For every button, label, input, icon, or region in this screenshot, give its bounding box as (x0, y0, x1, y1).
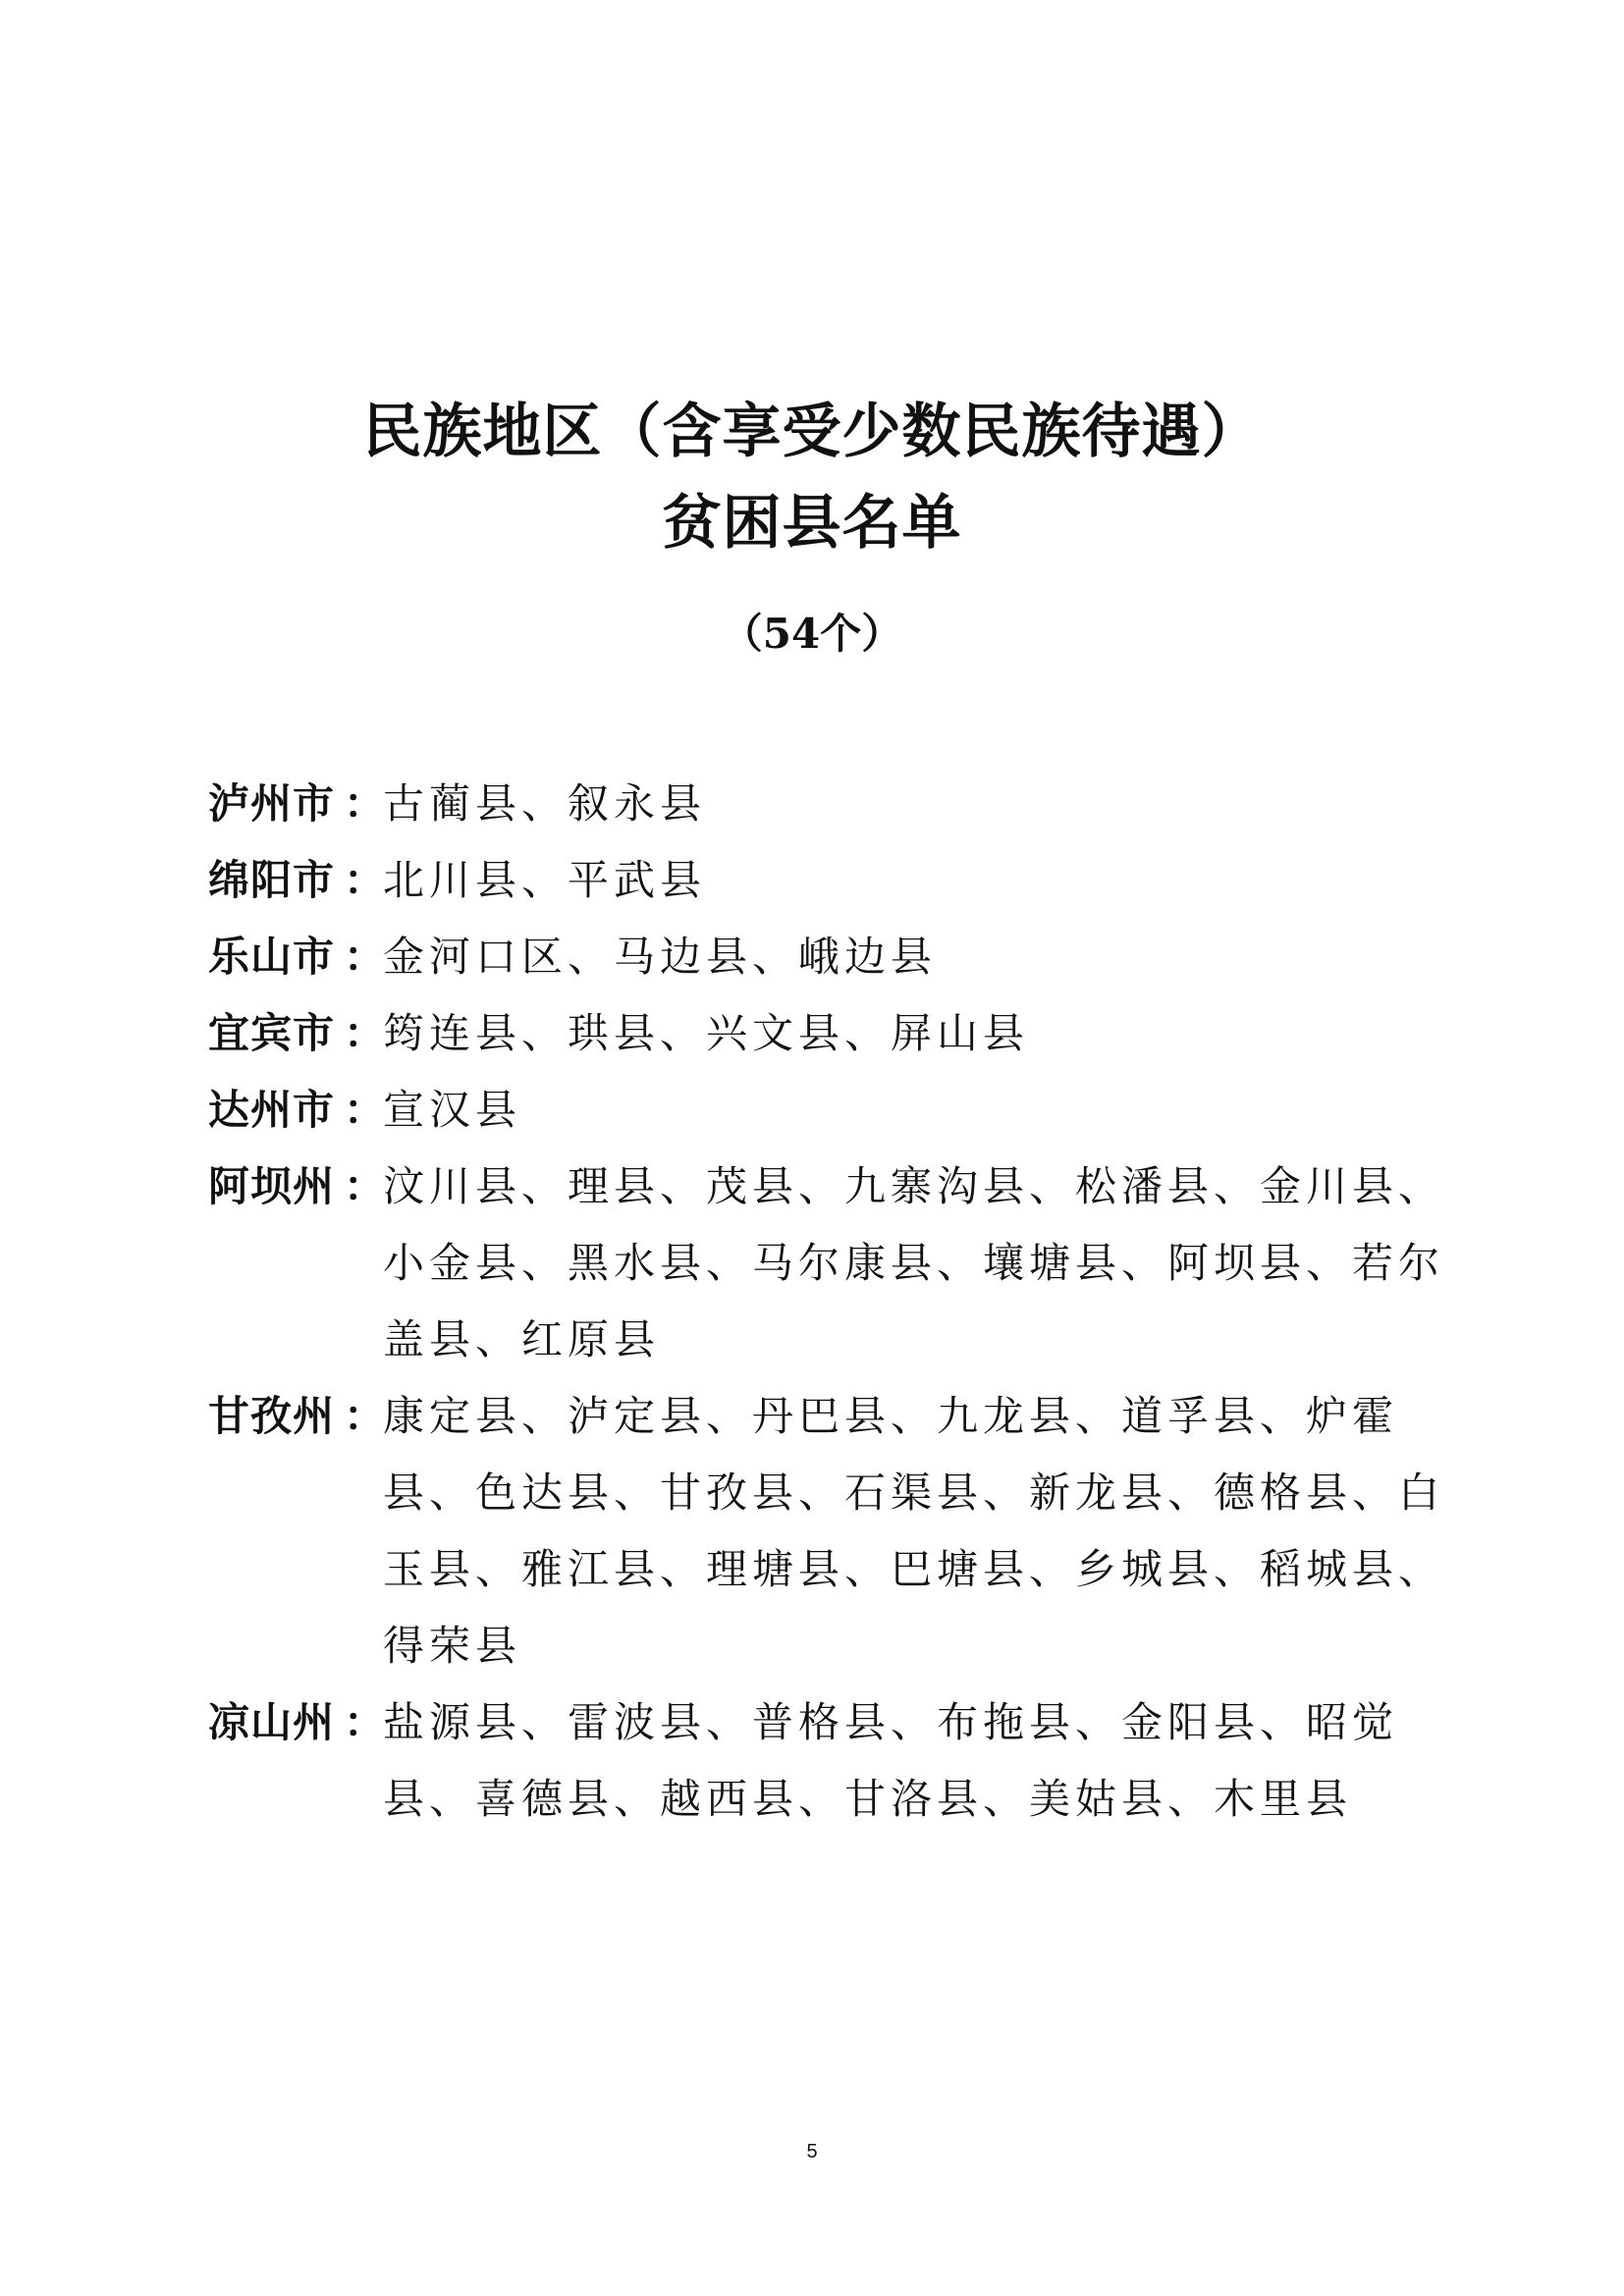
page-number: 5 (806, 2141, 818, 2163)
entry-leshan (208, 919, 1445, 995)
city-name: 达州市 (208, 1086, 336, 1134)
city-name: 阿坝州 (208, 1162, 336, 1210)
document-title-line1: 民族地区（含享受少数民族待遇） (362, 398, 1262, 466)
entry-mianyang (208, 842, 1445, 919)
entry-aba (208, 1148, 1445, 1378)
city-name: 甘孜州 (208, 1392, 336, 1440)
separator: ： (344, 1009, 386, 1057)
county-names: 北川县、平武县 (383, 856, 707, 904)
county-names: 汶川县、理县、茂县、九寨沟县、松潘县、金川县、小金县、黑水县、马尔康县、壤塘县、阿坝县、若尔盖县、红原县 (383, 1162, 1445, 1363)
separator: ： (344, 1162, 386, 1210)
separator: ： (344, 933, 386, 981)
county-names: 康定县、泸定县、丹巴县、九龙县、道孚县、炉霍县、色达县、甘孜县、石渠县、新龙县、德格县、白玉县、雅江县、理塘县、巴塘县、乡城县、稻城县、得荣县 (383, 1392, 1445, 1670)
document-title-line2: 贫困县名单 (662, 489, 962, 558)
separator: ： (344, 1698, 386, 1746)
city-name: 绵阳市 (208, 856, 336, 904)
entry-yibin (208, 995, 1445, 1072)
county-names: 筠连县、珙县、兴文县、屏山县 (383, 1009, 1030, 1057)
entry-luzhou (208, 766, 1445, 842)
separator: ： (344, 779, 386, 828)
separator: ： (344, 1086, 386, 1134)
entry-dazhou (208, 1072, 1445, 1148)
city-name: 泸州市 (208, 779, 336, 828)
county-list (208, 766, 1445, 1838)
county-count: （54个） (721, 610, 903, 658)
separator: ： (344, 856, 386, 904)
county-names: 盐源县、雷波县、普格县、布拖县、金阳县、昭觉县、喜德县、越西县、甘洛县、美姑县、木里县 (383, 1698, 1399, 1823)
county-names: 金河口区、马边县、峨边县 (383, 933, 938, 981)
county-names: 古蔺县、叙永县 (383, 779, 707, 828)
city-name: 凉山州 (208, 1698, 336, 1746)
city-name: 乐山市 (208, 933, 336, 981)
entry-liangshan (208, 1684, 1445, 1838)
separator: ： (344, 1392, 386, 1440)
entry-ganzi (208, 1378, 1445, 1684)
city-name: 宜宾市 (208, 1009, 336, 1057)
county-names: 宣汉县 (383, 1086, 522, 1134)
